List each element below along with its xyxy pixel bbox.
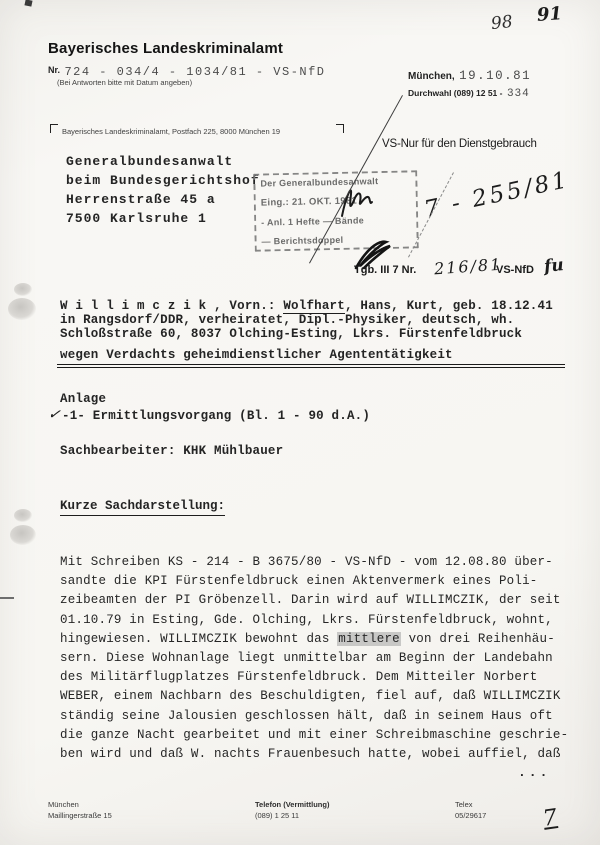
window-bracket-right [336, 124, 344, 133]
stamp-line-3: - Anl. 1 Hefte — Bände [261, 215, 365, 228]
narrative-line-highlighted [60, 630, 568, 649]
subject-line-1 [60, 299, 553, 313]
tgb-classification: VS-NfD [496, 264, 534, 276]
narrative-line: ben wird und daß W. nachts Frauenbesuch hatte, wobei auffiel, daß [60, 747, 561, 762]
subject-name-post: , Hans, Kurt, geb. 18.12.41 [344, 299, 553, 313]
recipient-line-3: Herrenstraße 45 a [66, 192, 216, 207]
window-bracket-left [50, 124, 58, 133]
dial-extension: 334 [506, 88, 530, 100]
punch-hole-shadow [10, 525, 36, 545]
stamp-line-2: Eing.: 21. OKT. 1981 [260, 195, 358, 209]
tgb-label: Tgb. III 7 Nr. [354, 264, 417, 276]
narrative-highlighted-word: mittlere [338, 631, 400, 646]
handwritten-checkmark: ✓ [46, 404, 62, 424]
reference-label: Nr. [48, 65, 61, 75]
punch-hole-shadow [8, 298, 36, 320]
recipient-line-4: 7500 Karlsruhe 1 [66, 211, 207, 226]
continuation-ellipsis: ... [518, 765, 551, 780]
handwritten-tgb-number: 216/81 [433, 254, 503, 279]
punch-hole-shadow [14, 509, 32, 522]
reference-hint: (Bei Antworten bitte mit Datum angeben) [57, 78, 193, 87]
city-date-line [408, 66, 531, 84]
footer-phone-label: Telefon (Vermittlung) [255, 800, 330, 809]
narrative-line: die ganze Nacht gearbeitet und mit einer Schreibmaschine geschrie- [60, 727, 569, 742]
narrative-paragraph [60, 553, 568, 764]
margin-tick [0, 597, 14, 599]
handwritten-page-number-right: 91 [536, 3, 563, 26]
narrative-line: des Militärflugplatzes Fürstenfeldbruck. Dem Mitteiler Norbert [60, 670, 538, 685]
reference-number: 724 - 034/4 - 1034/81 - VS-NfD [64, 65, 326, 79]
footer-telex [455, 799, 486, 821]
narrative-line: sern. Diese Wohnanlage liegt unmittelbar am Beginn der Landebahn [60, 651, 553, 666]
dial-line [408, 83, 530, 101]
recipient-address [66, 152, 260, 228]
scan-artifact [24, 0, 32, 7]
section-heading: Kurze Sachdarstellung: [60, 499, 225, 516]
sender-window-line: Bayerisches Landeskriminalamt, Postfach 225, 8000 München 19 [62, 127, 281, 136]
agency-name: Bayerisches Landeskriminalamt [48, 40, 284, 57]
footer-city: München [48, 800, 79, 809]
classification-label: VS-Nur für den Dienstgebrauch [382, 138, 537, 150]
narrative-highlight-post: von drei Reihenhäu- [400, 631, 555, 646]
subject-name-pre: W i l l i m c z i k , Vorn.: [60, 299, 284, 313]
footer-telex-label: Telex [455, 800, 473, 809]
footer-street: Maillingerstraße 15 [48, 811, 112, 820]
subject-line-2: in Rangsdorf/DDR, verheiratet, Dipl.-Physiker, deutsch, wh. [60, 313, 515, 327]
handwritten-page-number-left: 98 [490, 11, 514, 35]
punch-hole-shadow [14, 283, 32, 296]
dial-label: Durchwahl (089) 12 51 - [408, 88, 503, 98]
clerk-line: Sachbearbeiter: KHK Mühlbauer [60, 444, 284, 458]
handwritten-corner-page: 7 [541, 805, 559, 832]
narrative-line: ständig seine Jalousien geschlossen hält, daß in seinem Haus oft [60, 708, 553, 723]
stamp-line-4: — Berichtsdoppel [261, 234, 344, 247]
recipient-line-2: beim Bundesgerichtshof [66, 173, 260, 188]
footer-phone [255, 799, 329, 821]
handwritten-initials-tgb: fu [543, 255, 565, 277]
footer-telex-value: 05/29617 [455, 811, 487, 820]
footer-phone-value: (089) 1 25 11 [255, 811, 300, 820]
separator-double-rule [57, 364, 565, 368]
charge-line: wegen Verdachts geheimdienstlicher Agententätigkeit [60, 348, 453, 362]
city-label: München, [408, 71, 455, 82]
narrative-line: Mit Schreiben KS - 214 - B 3675/80 - VS-NfD - vom 12.08.80 über- [60, 555, 553, 569]
enclosure-title: Anlage [60, 392, 107, 406]
narrative-line: zeibeamten der PI Gröbenzell. Darin wird auf WILLIMCZIK, der seit [60, 593, 561, 608]
enclosure-item: -1- Ermittlungsvorgang (Bl. 1 - 90 d.A.) [62, 409, 371, 423]
document-date: 19.10.81 [459, 69, 532, 83]
narrative-line: 01.10.79 in Esting, Gde. Olching, Lkrs. Fürstenfeldbruck, wohnt, [60, 612, 553, 627]
subject-first-name: Wolfhart [283, 299, 345, 313]
handwritten-file-ref: 7 - 255/81 [421, 166, 573, 224]
recipient-line-1: Generalbundesanwalt [66, 154, 234, 169]
subject-block [60, 299, 553, 341]
subject-line-3: Schloßstraße 60, 8037 Olching-Esting, Lkrs. Fürstenfeldbruck [60, 327, 523, 341]
narrative-line: WEBER, einem Nachbarn des Beschuldigten, fiel auf, daß WILLIMCZIK [60, 689, 561, 704]
narrative-line: sandte die KPI Fürstenfeldbruck einen Aktenvermerk eines Poli- [60, 574, 538, 589]
narrative-highlight-pre: hingewiesen. WILLIMCZIK bewohnt das [60, 631, 338, 646]
stamp-line-1: Der Generalbundesanwalt [260, 176, 379, 189]
footer-address [48, 799, 112, 821]
